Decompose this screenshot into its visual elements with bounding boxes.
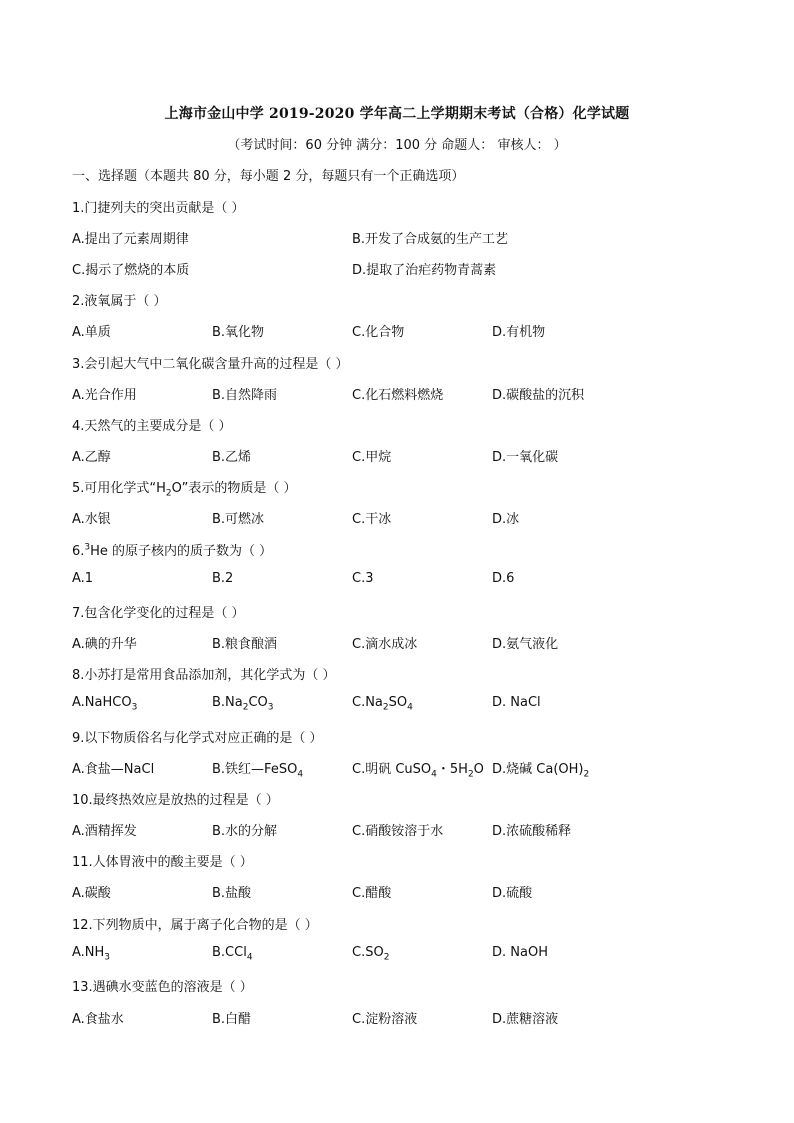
subscript: 2 [383,952,390,963]
subscript: 4 [246,952,253,963]
question-5-option-d: D.冰 [492,512,520,527]
option-text: C.SO [352,945,384,960]
question-9-option-c [352,758,484,780]
option-text: B.Na [212,695,243,710]
question-13-option-d: D.蔗糖溶液 [492,1012,559,1027]
question-11-option-c: C.醋酸 [352,886,392,901]
question-9-option-b [212,758,304,780]
question-1-option-d: D.提取了治疟药物青蒿素 [352,263,497,278]
question-5-option-c: C.干冰 [352,512,392,527]
question-11-stem: 11.人体胃液中的酸主要是（ ） [72,855,253,870]
question-8-stem: 8.小苏打是常用食品添加剂，其化学式为（ ） [72,668,336,683]
question-11-option-b: B.盐酸 [212,886,252,901]
question-4-option-c: C.甲烷 [352,450,392,465]
question-5-stem-text: O”表示的物质是（ ） [171,481,297,496]
question-1-option-b: B.开发了合成氨的生产工艺 [352,232,509,247]
question-7-option-d: D.氨气液化 [492,637,559,652]
question-9-stem: 9.以下物质俗名与化学式对应正确的是（ ） [72,731,323,746]
question-7-stem: 7.包含化学变化的过程是（ ） [72,606,245,621]
question-6-stem-text: 6. [72,544,85,559]
question-6-stem-text: He 的原子核内的质子数为（ ） [90,544,273,559]
option-text: C.明矾 CuSO [352,762,432,777]
section-heading: 一、选择题（本题共 80 分，每小题 2 分，每题只有一个正确选项） [72,169,465,184]
question-12-option-d: D. NaOH [492,945,548,960]
question-12-option-b [212,945,253,963]
subscript: 4 [407,702,413,713]
option-text: B.CCl [212,945,247,960]
question-6-option-b: B.2 [212,571,234,586]
subscript: 2 [165,488,172,499]
question-2-option-b: B.氧化物 [212,325,265,340]
question-1-option-c: C.揭示了燃烧的本质 [72,263,190,278]
question-3-stem: 3.会引起大气中二氧化碳含量升高的过程是（ ） [72,357,349,372]
question-10-option-c: C.硝酸铵溶于水 [352,824,444,839]
question-4-option-d: D.一氧化碳 [492,450,559,465]
subscript: 3 [131,702,138,713]
question-10-option-a: A.酒精挥发 [72,824,137,839]
question-8-option-c [352,695,413,713]
question-6-option-a: A.1 [72,571,94,586]
question-13-option-b: B.白醋 [212,1012,252,1027]
option-text: CO [248,695,268,710]
subscript: 4 [431,769,437,780]
question-7-option-a: A.碘的升华 [72,637,137,652]
option-text: SO [388,695,408,710]
question-5-stem-text: 5.可用化学式“H [72,481,166,496]
exam-subtitle: （考试时间：60 分钟 满分：100 分 命题人： 审核人： ） [227,138,567,153]
question-13-option-c: C.淀粉溶液 [352,1012,418,1027]
question-5-stem [72,477,297,499]
question-4-option-a: A.乙醇 [72,450,111,465]
question-5-option-b: B.可燃冰 [212,512,265,527]
question-8-option-b [212,695,274,713]
subscript: 3 [267,702,274,713]
question-9-option-d [492,758,590,780]
question-12-option-a [72,945,111,963]
question-4-stem: 4.天然气的主要成分是（ ） [72,419,232,434]
question-6-stem [72,540,272,559]
option-text: A.NaHCO [72,695,132,710]
question-12-stem: 12.下列物质中，属于离子化合物的是（ ） [72,918,318,933]
subscript: 2 [242,702,249,713]
question-1-option-a: A.提出了元素周期律 [72,232,189,247]
question-13-stem: 13.遇碘水变蓝色的溶液是（ ） [72,980,253,995]
subscript: 2 [583,769,590,780]
question-5-option-a: A.水银 [72,512,111,527]
question-3-option-c: C.化石燃料燃烧 [352,388,444,403]
question-3-option-a: A.光合作用 [72,388,137,403]
subscript: 2 [467,769,474,780]
question-9-option-a: A.食盐—NaCl [72,762,155,777]
question-12-option-c [352,945,390,963]
question-4-option-b: B.乙烯 [212,450,252,465]
question-6-option-c: C.3 [352,571,374,586]
option-text: O [473,762,484,777]
question-11-option-d: D.硫酸 [492,886,533,901]
question-13-option-a: A.食盐水 [72,1012,124,1027]
option-text: C.Na [352,695,383,710]
question-3-option-b: B.自然降雨 [212,388,278,403]
question-2-option-c: C.化合物 [352,325,405,340]
question-8-option-d: D. NaCl [492,695,541,710]
question-10-stem: 10.最终热效应是放热的过程是（ ） [72,793,279,808]
question-7-option-b: B.粮食酿酒 [212,637,278,652]
question-3-option-d: D.碳酸盐的沉积 [492,388,585,403]
question-2-option-d: D.有机物 [492,325,546,340]
option-text: D.烧碱 Ca(OH) [492,762,584,777]
exam-title: 上海市金山中学 2019-2020 学年高二上学期期末考试（合格）化学试题 [164,106,630,122]
subscript: 3 [104,952,111,963]
option-text: A.NH [72,945,105,960]
question-6-option-d: D.6 [492,571,515,586]
superscript: 3 [84,542,91,553]
question-10-option-d: D.浓硫酸稀释 [492,824,572,839]
subscript: 4 [297,769,304,780]
question-11-option-a: A.碳酸 [72,886,111,901]
question-7-option-c: C.滴水成冰 [352,637,418,652]
question-2-option-a: A.单质 [72,325,111,340]
question-10-option-b: B.水的分解 [212,824,278,839]
subscript: 2 [382,702,389,713]
option-text: B.铁红—FeSO [212,762,298,777]
question-2-stem: 2.液氧属于（ ） [72,294,167,309]
question-1-stem: 1.门捷列夫的突出贡献是（ ） [72,201,245,216]
question-8-option-a [72,695,138,713]
option-text: ・5H [436,762,468,777]
